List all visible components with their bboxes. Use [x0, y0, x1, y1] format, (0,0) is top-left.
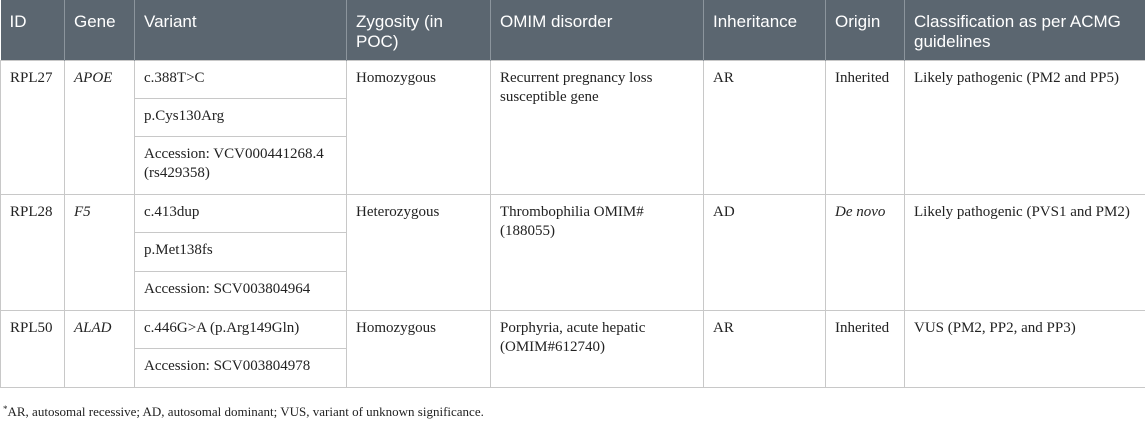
cell-id: RPL28: [1, 195, 65, 311]
table-row: [1, 311, 1145, 349]
cell-zygosity: Heterozygous: [347, 195, 491, 311]
header-origin: Origin: [826, 0, 905, 61]
header-zygosity: Zygosity (in POC): [347, 0, 491, 61]
table-row: [1, 195, 1145, 233]
header-gene: Gene: [65, 0, 135, 61]
cell-variant: c.388T>C: [135, 61, 347, 99]
cell-inheritance: AR: [704, 61, 826, 195]
table-footnote: [3, 404, 484, 420]
cell-variant: c.446G>A (p.Arg149Gln): [135, 311, 347, 349]
cell-classification: VUS (PM2, PP2, and PP3): [905, 311, 1145, 388]
cell-zygosity: Homozygous: [347, 311, 491, 388]
header-omim: OMIM disorder: [491, 0, 704, 61]
cell-classification: Likely pathogenic (PVS1 and PM2): [905, 195, 1145, 311]
header-id: ID: [1, 0, 65, 61]
cell-gene: F5: [65, 195, 135, 311]
cell-variant: Accession: SCV003804964: [135, 272, 347, 311]
header-classification: Classification as per ACMG guidelines: [905, 0, 1145, 61]
cell-variant: p.Cys130Arg: [135, 99, 347, 137]
header-variant: Variant: [135, 0, 347, 61]
footnote-marker: *: [3, 404, 8, 414]
cell-zygosity: Homozygous: [347, 61, 491, 195]
cell-gene: APOE: [65, 61, 135, 195]
cell-gene: ALAD: [65, 311, 135, 388]
cell-origin: Inherited: [826, 311, 905, 388]
cell-omim: Thrombophilia OMIM# (188055): [491, 195, 704, 311]
cell-variant: p.Met138fs: [135, 233, 347, 272]
cell-inheritance: AR: [704, 311, 826, 388]
cell-omim: Recurrent pregnancy loss susceptible gene: [491, 61, 704, 195]
cell-id: RPL27: [1, 61, 65, 195]
cell-origin: De novo: [826, 195, 905, 311]
header-inheritance: Inheritance: [704, 0, 826, 61]
footnote-text: AR, autosomal recessive; AD, autosomal dominant; VUS, variant of unknown significance.: [7, 404, 484, 419]
cell-classification: Likely pathogenic (PM2 and PP5): [905, 61, 1145, 195]
header-row: [1, 0, 1145, 61]
cell-origin: Inherited: [826, 61, 905, 195]
table-row: [1, 61, 1145, 99]
cell-inheritance: AD: [704, 195, 826, 311]
cell-variant: Accession: VCV000441268.4 (rs429358): [135, 137, 347, 195]
cell-variant: c.413dup: [135, 195, 347, 233]
cell-variant: Accession: SCV003804978: [135, 349, 347, 388]
cell-omim: Porphyria, acute hepatic (OMIM#612740): [491, 311, 704, 388]
cell-id: RPL50: [1, 311, 65, 388]
